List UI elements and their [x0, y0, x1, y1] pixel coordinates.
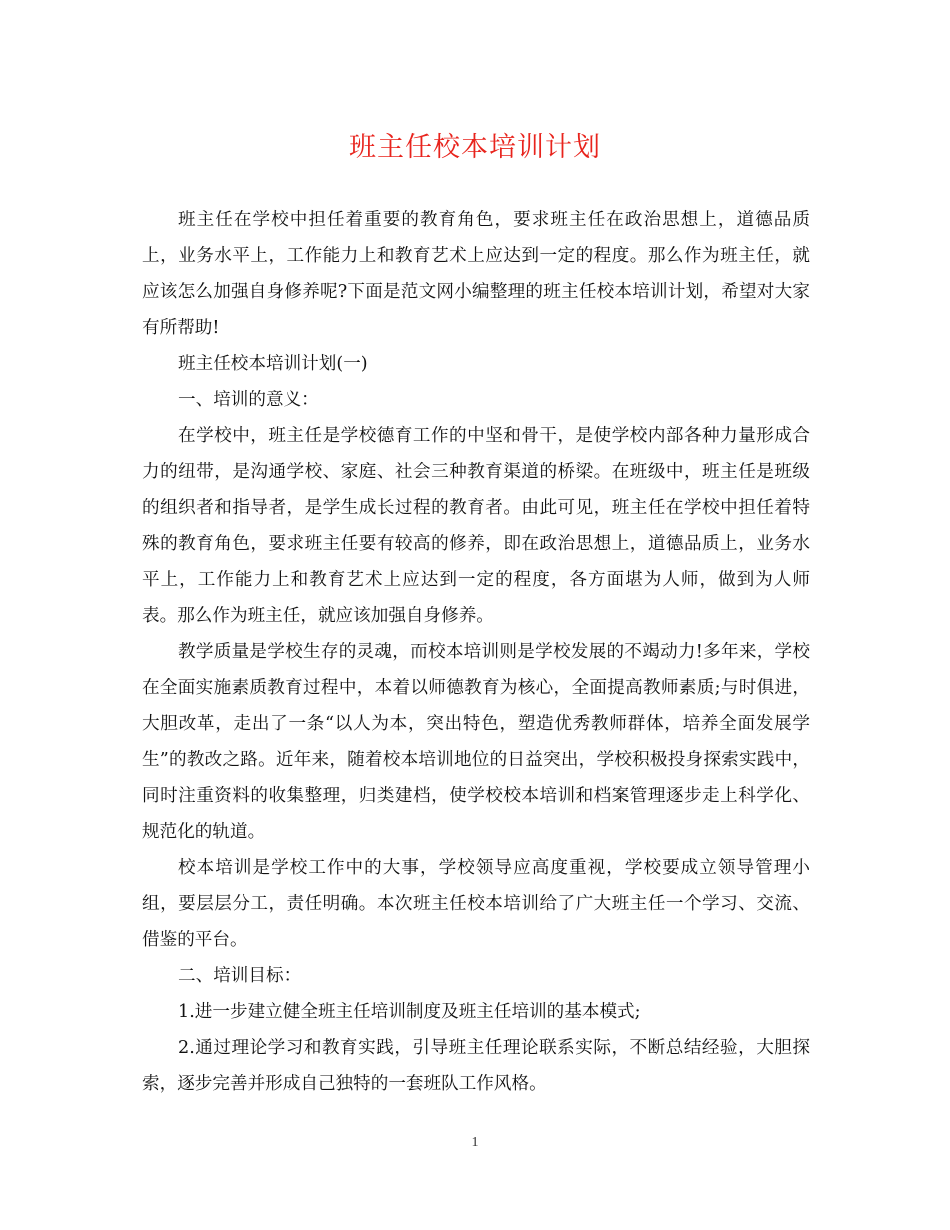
page-number: 1 — [471, 1135, 479, 1150]
paragraph-school-training: 校本培训是学校工作中的大事，学校领导应高度重视，学校要成立领导管理小组，要层层分工，责任明确。本次班主任校本培训给了广大班主任一个学习、交流、借鉴的平台。 — [142, 858, 810, 950]
goal-item-1: 1.进一步建立健全班主任培训制度及班主任培训的基本模式; — [178, 1002, 641, 1022]
document-body — [142, 202, 810, 1102]
intro-paragraph: 班主任在学校中担任着重要的教育角色，要求班主任在政治思想上，道德品质上，业务水平上，工作能力上和教育艺术上应达到一定的程度。那么作为班主任，就应该怎么加强自身修养呢?下面是范文网小编整理的班主任校本培训计划，希望对大家有所帮助! — [142, 210, 810, 338]
goal-item-2: 2.通过理论学习和教育实践，引导班主任理论联系实际，不断总结经验，大胆探索，逐步完善并形成自己独特的一套班队工作风格。 — [142, 1038, 810, 1094]
plan-heading: 班主任校本培训计划(一) — [178, 354, 368, 374]
document-title: 班主任校本培训计划 — [349, 132, 601, 163]
paragraph-teaching-quality: 教学质量是学校生存的灵魂，而校本培训则是学校发展的不竭动力!多年来，学校在全面实施素质教育过程中，本着以师德教育为核心，全面提高教师素质;与时俱进，大胆改革，走出了一条“以人为本，突出特色，塑造优秀教师群体，培养全面发展学生”的教改之路。近年来，随着校本培训地位的日益突出，学校积极投身探索实践中，同时注重资料的收集整理，归类建档，使学校校本培训和档案管理逐步走上科学化、规范化的轨道。 — [142, 642, 810, 842]
section-heading-goals: 二、培训目标： — [178, 966, 302, 986]
paragraph-role-of-teacher: 在学校中，班主任是学校德育工作的中坚和骨干，是使学校内部各种力量形成合力的纽带，是沟通学校、家庭、社会三种教育渠道的桥梁。在班级中，班主任是班级的组织者和指导者，是学生成长过程的教育者。由此可见，班主任在学校中担任着特殊的教育角色，要求班主任要有较高的修养，即在政治思想上，道德品质上，业务水平上，工作能力上和教育艺术上应达到一定的程度，各方面堪为人师，做到为人师表。那么作为班主任，就应该加强自身修养。 — [142, 426, 810, 626]
section-heading-significance: 一、培训的意义： — [178, 390, 319, 410]
